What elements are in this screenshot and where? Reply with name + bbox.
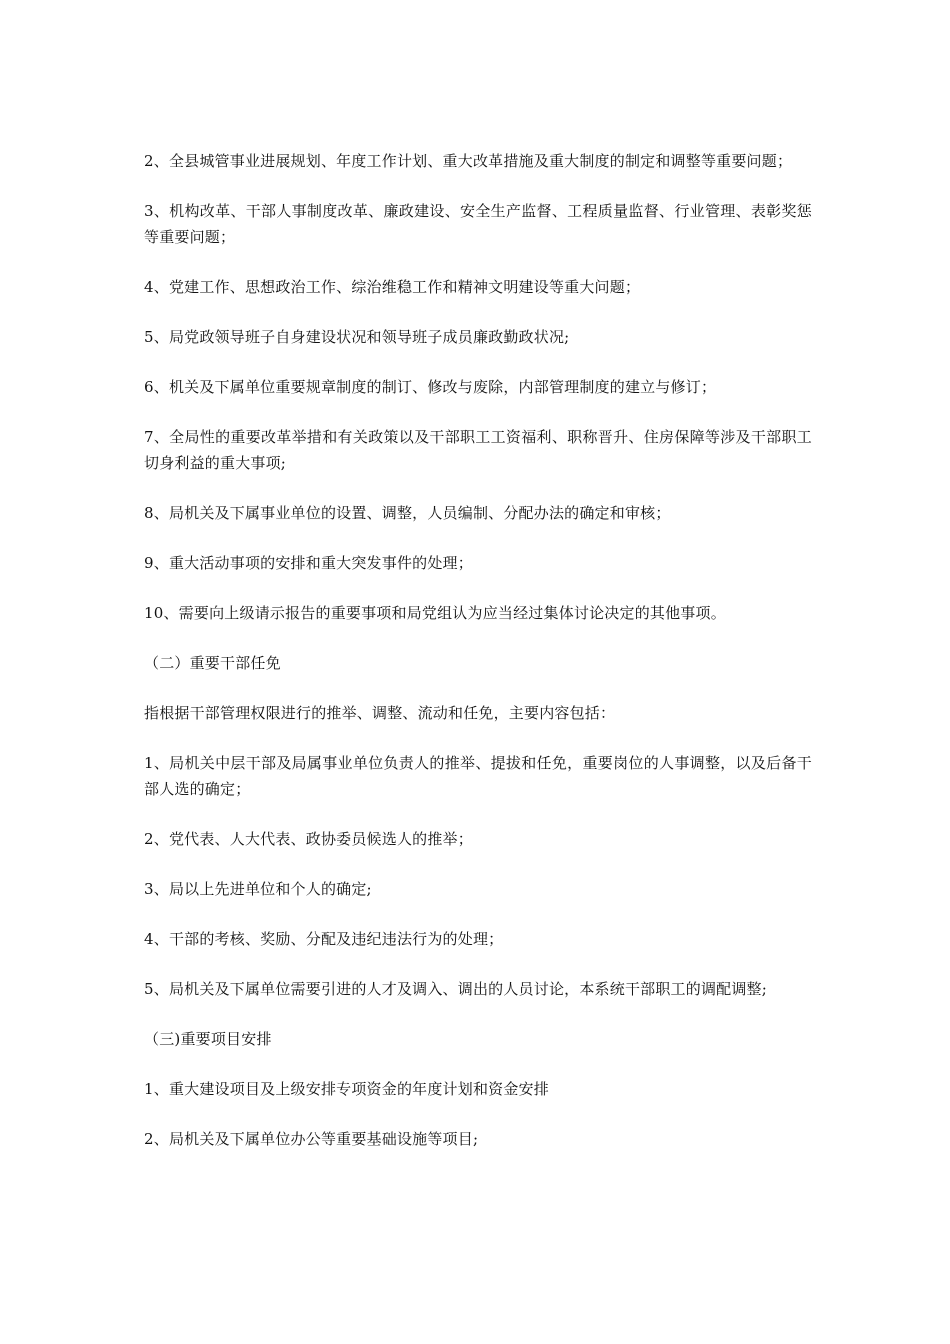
paragraph-1: 2、全县城管事业进展规划、年度工作计划、重大改革措施及重大制度的制定和调整等重要问题； (144, 152, 793, 170)
paragraph-19: 2、局机关及下属单位办公等重要基础设施等项目; (144, 1130, 479, 1148)
paragraph-12: 1、局机关中层干部及局属事业单位负责人的推举、提拔和任免，重要岗位的人事调整，以及后备干部人选的确定； (144, 754, 812, 798)
paragraph-7: 8、局机关及下属事业单位的设置、调整，人员编制、分配办法的确定和审核； (144, 504, 671, 522)
paragraph-16: 5、局机关及下属单位需要引进的人才及调入、调出的人员讨论，本系统干部职工的调配调整; (144, 980, 768, 998)
paragraph-11: 指根据干部管理权限进行的推举、调整、流动和任免，主要内容包括： (144, 704, 616, 722)
paragraph-3: 4、党建工作、思想政治工作、综治维稳工作和精神文明建设等重大问题； (144, 278, 641, 296)
section-heading-cadre-appointment: （二）重要干部任免 (144, 654, 281, 672)
section-heading-project-arrangement: （三)重要项目安排 (144, 1030, 272, 1048)
document-body (144, 148, 812, 1176)
paragraph-2: 3、机构改革、干部人事制度改革、廉政建设、安全生产监督、工程质量监督、行业管理、表彰奖惩等重要问题； (144, 202, 812, 246)
paragraph-4: 5、局党政领导班子自身建设状况和领导班子成员廉政勤政状况; (144, 328, 570, 346)
paragraph-9: 10、需要向上级请示报告的重要事项和局党组认为应当经过集体讨论决定的其他事项。 (144, 604, 726, 622)
paragraph-13: 2、党代表、人大代表、政协委员候选人的推举； (144, 830, 473, 848)
paragraph-18: 1、重大建设项目及上级安排专项资金的年度计划和资金安排 (144, 1080, 549, 1098)
paragraph-8: 9、重大活动事项的安排和重大突发事件的处理； (144, 554, 473, 572)
paragraph-5: 6、机关及下属单位重要规章制度的制订、修改与废除，内部管理制度的建立与修订； (144, 378, 717, 396)
paragraph-6: 7、全局性的重要改革举措和有关政策以及干部职工工资福利、职称晋升、住房保障等涉及干部职工切身利益的重大事项; (144, 428, 812, 472)
paragraph-14: 3、局以上先进单位和个人的确定; (144, 880, 372, 898)
paragraph-15: 4、干部的考核、奖励、分配及违纪违法行为的处理； (144, 930, 504, 948)
